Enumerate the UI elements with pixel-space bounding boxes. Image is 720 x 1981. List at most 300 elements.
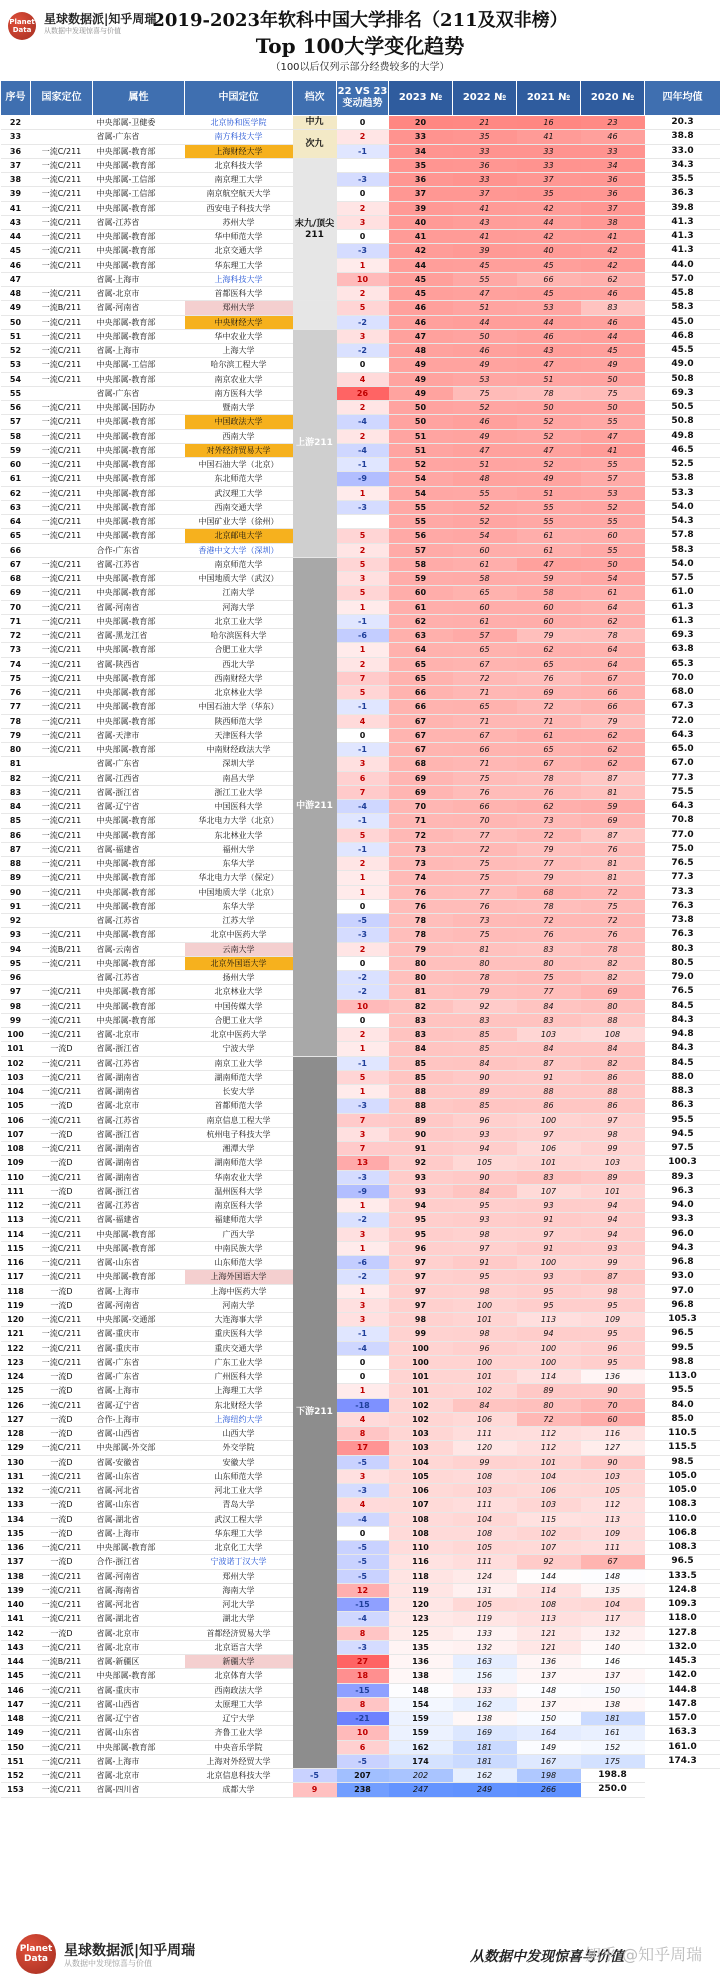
cell-rank-2023: 125	[389, 1626, 453, 1640]
cell-four-year-average: 98.8	[645, 1355, 720, 1369]
cell-rank-2023: 95	[389, 1227, 453, 1241]
cell-rank-2020: 175	[581, 1754, 645, 1768]
cell-attribute: 省属-上海市	[93, 272, 185, 286]
cell-attribute: 省属-北京市	[93, 1626, 185, 1640]
cell-index: 141	[1, 1612, 31, 1626]
column-header-3[interactable]: 中国定位	[185, 81, 293, 116]
cell-university-name: 南京航空航天大学	[185, 187, 293, 201]
cell-four-year-average: 77.3	[645, 871, 720, 885]
cell-rank-2021: 62	[517, 643, 581, 657]
cell-index: 82	[1, 771, 31, 785]
cell-four-year-average: 61.0	[645, 586, 720, 600]
cell-trend: -2	[337, 1270, 389, 1284]
cell-rank-2023: 67	[389, 728, 453, 742]
cell-university-name: 北京交通大学	[185, 244, 293, 258]
cell-national-position: 一流B/211	[31, 301, 93, 315]
cell-national-position: 一流C/211	[31, 258, 93, 272]
cell-rank-2022: 124	[453, 1569, 517, 1583]
cell-index: 139	[1, 1583, 31, 1597]
cell-rank-2023: 41	[389, 230, 453, 244]
cell-university-name: 东华大学	[185, 857, 293, 871]
cell-index: 106	[1, 1113, 31, 1127]
cell-rank-2020: 81	[581, 857, 645, 871]
cell-four-year-average: 75.5	[645, 785, 720, 799]
column-header-7[interactable]: 2022 №	[453, 81, 517, 116]
cell-university-name: 华南农业大学	[185, 1170, 293, 1184]
cell-index: 66	[1, 543, 31, 557]
cell-national-position: 一流C/211	[31, 1669, 93, 1683]
cell-four-year-average: 57.0	[645, 272, 720, 286]
cell-trend: 3	[337, 1298, 389, 1312]
cell-attribute: 中央部属-教育部	[93, 1241, 185, 1255]
cell-rank-2023: 83	[389, 1028, 453, 1042]
cell-trend: 10	[337, 1726, 389, 1740]
table-row	[1, 1127, 720, 1141]
cell-rank-2023: 39	[389, 201, 453, 215]
cell-rank-2023: 63	[389, 629, 453, 643]
cell-four-year-average: 80.3	[645, 942, 720, 956]
cell-rank-2023: 46	[389, 301, 453, 315]
cell-index: 153	[1, 1783, 31, 1797]
page-title: 2019-2023年软科中国大学排名（211及双非榜）	[152, 10, 568, 31]
cell-university-name: 合肥工业大学	[185, 1013, 293, 1027]
cell-four-year-average: 163.3	[645, 1726, 720, 1740]
table-row	[1, 828, 720, 842]
cell-four-year-average: 85.0	[645, 1412, 720, 1426]
cell-university-name: 云南大学	[185, 942, 293, 956]
cell-rank-2022: 67	[453, 728, 517, 742]
cell-attribute: 中央部属-教育部	[93, 814, 185, 828]
cell-attribute: 省属-河南省	[93, 1569, 185, 1583]
table-row	[1, 785, 720, 799]
cell-university-name: 西南财经大学	[185, 671, 293, 685]
table-row	[1, 130, 720, 144]
cell-rank-2020: 87	[581, 771, 645, 785]
cell-four-year-average: 49.0	[645, 358, 720, 372]
cell-attribute: 省属-山东省	[93, 1256, 185, 1270]
cell-university-name: 哈尔滨工程大学	[185, 358, 293, 372]
table-row	[1, 486, 720, 500]
cell-rank-2022: 33	[453, 173, 517, 187]
cell-attribute: 中央部属-工信部	[93, 187, 185, 201]
table-row	[1, 215, 720, 229]
cell-rank-2022: 41	[453, 230, 517, 244]
cell-rank-2021: 91	[517, 1070, 581, 1084]
column-header-1[interactable]: 国家定位	[31, 81, 93, 116]
cell-trend: 3	[337, 757, 389, 771]
cell-rank-2020: 66	[581, 686, 645, 700]
cell-rank-2020: 47	[581, 429, 645, 443]
cell-university-name: 河海大学	[185, 600, 293, 614]
cell-rank-2020: 42	[581, 258, 645, 272]
cell-university-name: 湘潭大学	[185, 1142, 293, 1156]
cell-attribute: 省属-辽宁省	[93, 1712, 185, 1726]
cell-four-year-average: 35.5	[645, 173, 720, 187]
cell-rank-2022: 71	[453, 757, 517, 771]
cell-university-name: 南方科技大学	[185, 130, 293, 144]
cell-university-name: 辽宁大学	[185, 1712, 293, 1726]
cell-rank-2020: 55	[581, 543, 645, 557]
cell-rank-2022: 163	[453, 1655, 517, 1669]
cell-index: 76	[1, 686, 31, 700]
cell-rank-2023: 42	[389, 244, 453, 258]
cell-rank-2020: 50	[581, 401, 645, 415]
cell-index: 78	[1, 714, 31, 728]
cell-university-name: 南京信息工程大学	[185, 1113, 293, 1127]
cell-national-position: 一流C/211	[31, 1398, 93, 1412]
cell-trend: 0	[337, 230, 389, 244]
cell-rank-2021: 80	[517, 1398, 581, 1412]
cell-index: 146	[1, 1683, 31, 1697]
cell-rank-2021: 87	[517, 1056, 581, 1070]
cell-rank-2020: 111	[581, 1541, 645, 1555]
cell-four-year-average: 174.3	[645, 1754, 720, 1768]
cell-university-name: 河南大学	[185, 1298, 293, 1312]
cell-four-year-average: 96.8	[645, 1256, 720, 1270]
cell-university-name: 广西大学	[185, 1227, 293, 1241]
table-row	[1, 728, 720, 742]
cell-university-name: 中南民族大学	[185, 1241, 293, 1255]
cell-rank-2020: 112	[581, 1498, 645, 1512]
cell-four-year-average: 80.5	[645, 956, 720, 970]
table-row	[1, 999, 720, 1013]
cell-rank-2020: 109	[581, 1313, 645, 1327]
cell-university-name: 南京理工大学	[185, 173, 293, 187]
cell-attribute: 中央部属-教育部	[93, 643, 185, 657]
column-header-5[interactable]: 22 VS 23变动趋势	[337, 81, 389, 116]
cell-university-name: 上海财经大学	[185, 144, 293, 158]
table-row	[1, 1498, 720, 1512]
cell-rank-2022: 99	[453, 1455, 517, 1469]
cell-attribute: 省属-上海市	[93, 344, 185, 358]
cell-rank-2022: 52	[453, 515, 517, 529]
cell-rank-2020: 146	[581, 1655, 645, 1669]
cell-rank-2021: 69	[517, 686, 581, 700]
cell-trend: 9	[293, 1783, 337, 1797]
cell-trend: -3	[337, 1484, 389, 1498]
cell-university-name: 湖南师范大学	[185, 1156, 293, 1170]
cell-rank-2021: 137	[517, 1697, 581, 1711]
cell-rank-2023: 135	[389, 1640, 453, 1654]
cell-rank-2023: 49	[389, 386, 453, 400]
table-row	[1, 842, 720, 856]
cell-trend: -2	[337, 1213, 389, 1227]
cell-rank-2020: 67	[581, 671, 645, 685]
cell-rank-2023: 159	[389, 1726, 453, 1740]
cell-national-position: 一流C/211	[31, 215, 93, 229]
cell-rank-2022: 46	[453, 344, 517, 358]
cell-rank-2023: 54	[389, 472, 453, 486]
cell-index: 73	[1, 643, 31, 657]
cell-attribute: 省属-重庆市	[93, 1327, 185, 1341]
cell-four-year-average: 110.5	[645, 1427, 720, 1441]
cell-national-position: 一流D	[31, 1555, 93, 1569]
cell-university-name: 深圳大学	[185, 757, 293, 771]
cell-attribute: 省属-天津市	[93, 728, 185, 742]
cell-attribute: 省属-海南省	[93, 1583, 185, 1597]
cell-national-position: 一流C/211	[31, 443, 93, 457]
table-row	[1, 1612, 720, 1626]
cell-rank-2021: 101	[517, 1455, 581, 1469]
cell-university-name: 首都医科大学	[185, 287, 293, 301]
cell-rank-2022: 65	[453, 700, 517, 714]
cell-rank-2022: 81	[453, 942, 517, 956]
cell-trend: 6	[337, 1740, 389, 1754]
table-row	[1, 1583, 720, 1597]
cell-university-name: 上海科技大学	[185, 272, 293, 286]
cell-rank-2021: 95	[517, 1298, 581, 1312]
cell-national-position: 一流C/211	[31, 1683, 93, 1697]
cell-attribute: 中央部属-教育部	[93, 415, 185, 429]
column-header-0[interactable]: 序号	[1, 81, 31, 116]
cell-index: 91	[1, 899, 31, 913]
cell-university-name: 宁波诺丁汉大学	[185, 1555, 293, 1569]
cell-rank-2021: 92	[517, 1555, 581, 1569]
cell-rank-2021: 72	[517, 828, 581, 842]
table-row	[1, 757, 720, 771]
cell-rank-2022: 39	[453, 244, 517, 258]
cell-rank-2022: 77	[453, 828, 517, 842]
cell-four-year-average: 44.0	[645, 258, 720, 272]
cell-university-name: 中国医科大学	[185, 800, 293, 814]
cell-attribute: 中央部属-教育部	[93, 1740, 185, 1754]
cell-rank-2021: 97	[517, 1227, 581, 1241]
cell-index: 62	[1, 486, 31, 500]
cell-rank-2022: 104	[453, 1512, 517, 1526]
planet-data-logo-icon: Planet Data	[8, 12, 36, 40]
cell-trend: -1	[337, 1056, 389, 1070]
cell-national-position: 一流C/211	[31, 415, 93, 429]
table-row	[1, 928, 720, 942]
cell-index: 59	[1, 443, 31, 457]
cell-attribute: 中央部属-教育部	[93, 529, 185, 543]
cell-university-name: 北京协和医学院	[185, 116, 293, 130]
column-header-9[interactable]: 2020 №	[581, 81, 645, 116]
table-row	[1, 1783, 720, 1797]
cell-university-name: 上海理工大学	[185, 1384, 293, 1398]
cell-national-position: 一流C/211	[31, 1241, 93, 1255]
cell-attribute: 中央部属-教育部	[93, 443, 185, 457]
cell-attribute: 省属-四川省	[93, 1783, 185, 1797]
cell-rank-2021: 76	[517, 785, 581, 799]
cell-rank-2023: 84	[389, 1042, 453, 1056]
cell-attribute: 省属-河南省	[93, 1298, 185, 1312]
cell-four-year-average: 69.3	[645, 629, 720, 643]
cell-national-position: 一流C/211	[31, 743, 93, 757]
cell-rank-2022: 92	[453, 999, 517, 1013]
cell-rank-2022: 132	[453, 1640, 517, 1654]
column-header-10[interactable]: 四年均值	[645, 81, 720, 116]
cell-attribute: 省属-浙江省	[93, 1127, 185, 1141]
cell-rank-2022: 95	[453, 1199, 517, 1213]
cell-four-year-average: 93.0	[645, 1270, 720, 1284]
cell-four-year-average: 79.0	[645, 971, 720, 985]
cell-rank-2021: 162	[453, 1769, 517, 1783]
cell-rank-2023: 81	[389, 985, 453, 999]
cell-national-position: 一流C/211	[31, 1270, 93, 1284]
cell-university-name: 西北大学	[185, 657, 293, 671]
cell-four-year-average: 68.0	[645, 686, 720, 700]
cell-university-name: 福建师范大学	[185, 1213, 293, 1227]
cell-university-name: 山东师范大学	[185, 1256, 293, 1270]
cell-rank-2022: 108	[453, 1526, 517, 1540]
cell-rank-2020: 86	[581, 1070, 645, 1084]
cell-trend: -6	[337, 629, 389, 643]
cell-rank-2023: 136	[389, 1655, 453, 1669]
cell-rank-2021: 88	[517, 1085, 581, 1099]
cell-rank-2021: 137	[517, 1669, 581, 1683]
cell-rank-2021: 16	[517, 116, 581, 130]
table-row	[1, 173, 720, 187]
cell-rank-2020: 75	[581, 899, 645, 913]
cell-national-position: 一流C/211	[31, 1583, 93, 1597]
cell-rank-2023: 34	[389, 144, 453, 158]
cell-attribute: 省属-湖南省	[93, 1085, 185, 1099]
cell-rank-2023: 85	[389, 1056, 453, 1070]
cell-rank-2023: 101	[389, 1384, 453, 1398]
cell-trend: 1	[337, 1042, 389, 1056]
cell-index: 68	[1, 572, 31, 586]
cell-attribute: 省属-河北省	[93, 1598, 185, 1612]
cell-four-year-average: 70.8	[645, 814, 720, 828]
table-row	[1, 1355, 720, 1369]
cell-rank-2020: 45	[581, 344, 645, 358]
cell-rank-2022: 102	[453, 1384, 517, 1398]
cell-university-name: 武汉工程大学	[185, 1512, 293, 1526]
cell-university-name: 东北财经大学	[185, 1398, 293, 1412]
cell-national-position: 一流C/211	[31, 329, 93, 343]
cell-attribute: 省属-安徽省	[93, 1455, 185, 1469]
cell-trend: -9	[337, 472, 389, 486]
table-row	[1, 158, 720, 172]
cell-rank-2023: 66	[389, 700, 453, 714]
column-header-6[interactable]: 2023 №	[389, 81, 453, 116]
cell-trend: -9	[337, 1184, 389, 1198]
cell-rank-2022: 181	[453, 1754, 517, 1768]
cell-rank-2021: 77	[517, 985, 581, 999]
cell-national-position: 一流C/211	[31, 785, 93, 799]
cell-trend: 17	[337, 1441, 389, 1455]
cell-rank-2022: 133	[453, 1626, 517, 1640]
cell-rank-2020: 78	[581, 942, 645, 956]
cell-university-name: 西安电子科技大学	[185, 201, 293, 215]
cell-attribute: 中央部属-教育部	[93, 329, 185, 343]
cell-four-year-average: 54.0	[645, 557, 720, 571]
cell-rank-2023: 91	[389, 1142, 453, 1156]
table-row	[1, 443, 720, 457]
cell-trend: 0	[337, 1526, 389, 1540]
cell-attribute: 中央部属-教育部	[93, 586, 185, 600]
cell-rank-2023: 80	[389, 971, 453, 985]
cell-university-name: 华中农业大学	[185, 329, 293, 343]
table-row	[1, 600, 720, 614]
cell-index: 54	[1, 372, 31, 386]
cell-university-name: 南京医科大学	[185, 1199, 293, 1213]
cell-attribute: 省属-江西省	[93, 771, 185, 785]
cell-attribute: 中央部属-教育部	[93, 614, 185, 628]
cell-rank-2021: 41	[517, 130, 581, 144]
cell-rank-2022: 202	[389, 1769, 453, 1783]
cell-rank-2020: 75	[581, 386, 645, 400]
cell-attribute: 省属-北京市	[93, 287, 185, 301]
cell-university-name: 西南大学	[185, 429, 293, 443]
cell-national-position: 一流C/211	[31, 230, 93, 244]
cell-index: 72	[1, 629, 31, 643]
column-header-4[interactable]: 档次	[293, 81, 337, 116]
cell-rank-2021: 51	[517, 486, 581, 500]
column-header-8[interactable]: 2021 №	[517, 81, 581, 116]
cell-four-year-average: 45.8	[645, 287, 720, 301]
cell-rank-2020: 103	[581, 1469, 645, 1483]
cell-rank-2020: 90	[581, 1384, 645, 1398]
cell-attribute: 中央部属-教育部	[93, 686, 185, 700]
cell-rank-2023: 64	[389, 643, 453, 657]
cell-rank-2022: 41	[453, 201, 517, 215]
cell-index: 51	[1, 329, 31, 343]
cell-rank-2020: 266	[517, 1783, 581, 1797]
cell-national-position: 一流C/211	[31, 429, 93, 443]
cell-national-position	[31, 971, 93, 985]
cell-rank-2020: 50	[581, 372, 645, 386]
cell-university-name: 天津医科大学	[185, 728, 293, 742]
cell-rank-2021: 35	[517, 187, 581, 201]
footer-subtitle: 从数据中发现惊喜与价值	[64, 1959, 152, 1968]
cell-rank-2023: 66	[389, 686, 453, 700]
cell-rank-2023: 59	[389, 572, 453, 586]
cell-rank-2021: 55	[517, 500, 581, 514]
cell-four-year-average: 108.3	[645, 1541, 720, 1555]
cell-index: 101	[1, 1042, 31, 1056]
cell-rank-2020: 76	[581, 928, 645, 942]
cell-rank-2021: 43	[517, 344, 581, 358]
cell-rank-2021: 75	[517, 971, 581, 985]
cell-rank-2023: 45	[389, 287, 453, 301]
cell-four-year-average: 96.0	[645, 1227, 720, 1241]
cell-attribute: 省属-山东省	[93, 1726, 185, 1740]
cell-national-position: 一流C/211	[31, 1726, 93, 1740]
cell-rank-2020: 148	[581, 1569, 645, 1583]
cell-attribute: 中央部属-国防办	[93, 401, 185, 415]
table-row	[1, 1412, 720, 1426]
cell-rank-2020: 81	[581, 785, 645, 799]
cell-rank-2022: 85	[453, 1099, 517, 1113]
table-row	[1, 1754, 720, 1768]
cell-rank-2023: 50	[389, 415, 453, 429]
cell-rank-2021: 121	[517, 1640, 581, 1654]
cell-four-year-average: 89.3	[645, 1170, 720, 1184]
cell-index: 137	[1, 1555, 31, 1569]
cell-rank-2020: 67	[581, 1555, 645, 1569]
cell-index: 142	[1, 1626, 31, 1640]
cell-tier	[293, 301, 337, 330]
cell-four-year-average: 77.0	[645, 828, 720, 842]
cell-attribute: 中央部属-教育部	[93, 1013, 185, 1027]
column-header-2[interactable]: 属性	[93, 81, 185, 116]
cell-trend: 1	[337, 885, 389, 899]
cell-rank-2021: 65	[517, 743, 581, 757]
cell-university-name: 华北电力大学（保定）	[185, 871, 293, 885]
cell-rank-2022: 111	[453, 1555, 517, 1569]
cell-university-name: 北京外国语大学	[185, 956, 293, 970]
cell-national-position: 一流C/211	[31, 842, 93, 856]
cell-rank-2020: 49	[581, 358, 645, 372]
cell-four-year-average: 95.5	[645, 1113, 720, 1127]
cell-rank-2022: 77	[453, 885, 517, 899]
cell-rank-2021: 61	[517, 529, 581, 543]
cell-trend: -15	[337, 1598, 389, 1612]
cell-university-name: 华北电力大学（北京）	[185, 814, 293, 828]
cell-four-year-average: 97.5	[645, 1142, 720, 1156]
